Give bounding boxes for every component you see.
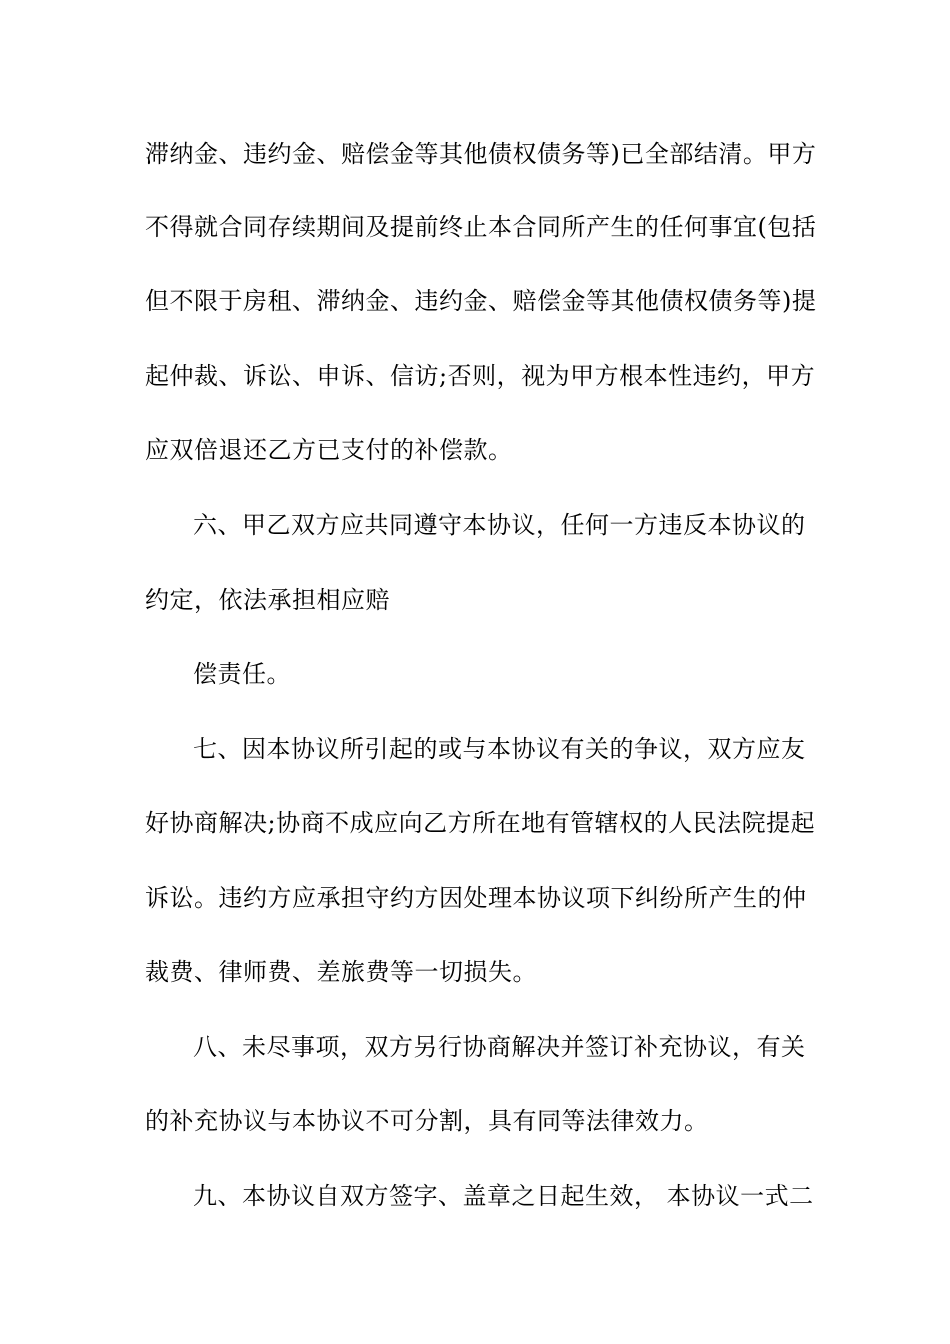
paragraph-six-start: 六、甲乙双方应共同遵守本协议，任何一方违反本协议的	[193, 511, 806, 539]
paragraph-eight-start: 八、未尽事项，双方另行协商解决并签订补充协议，有关	[193, 1033, 806, 1061]
paragraph-seven-start: 七、因本协议所引起的或与本协议有关的争议，双方应友	[193, 735, 806, 763]
text-line: 滞纳金、违约金、赔偿金等其他债权债务等)已全部结清。甲方	[145, 140, 817, 168]
text-line: 裁费、律师费、差旅费等一切损失。	[145, 958, 537, 986]
text-line: 诉讼。违约方应承担守约方因处理本协议项下纠纷所产生的仲	[145, 884, 807, 912]
text-line: 的补充协议与本协议不可分割，具有同等法律效力。	[145, 1107, 709, 1135]
text-line: 但不限于房租、滞纳金、违约金、赔偿金等其他债权债务等)提	[145, 287, 817, 315]
text-line: 起仲裁、诉讼、申诉、信访;否则，视为甲方根本性违约，甲方	[145, 362, 816, 390]
paragraph-nine-start: 九、本协议自双方签字、盖章之日起生效， 本协议一式二	[193, 1182, 814, 1210]
text-line: 约定，依法承担相应赔	[145, 586, 390, 614]
text-line: 好协商解决;协商不成应向乙方所在地有管辖权的人民法院提起	[145, 809, 816, 837]
text-line: 偿责任。	[193, 660, 291, 688]
text-line: 应双倍退还乙方已支付的补偿款。	[145, 436, 513, 464]
text-line: 不得就合同存续期间及提前终止本合同所产生的任何事宜(包括	[145, 213, 817, 241]
